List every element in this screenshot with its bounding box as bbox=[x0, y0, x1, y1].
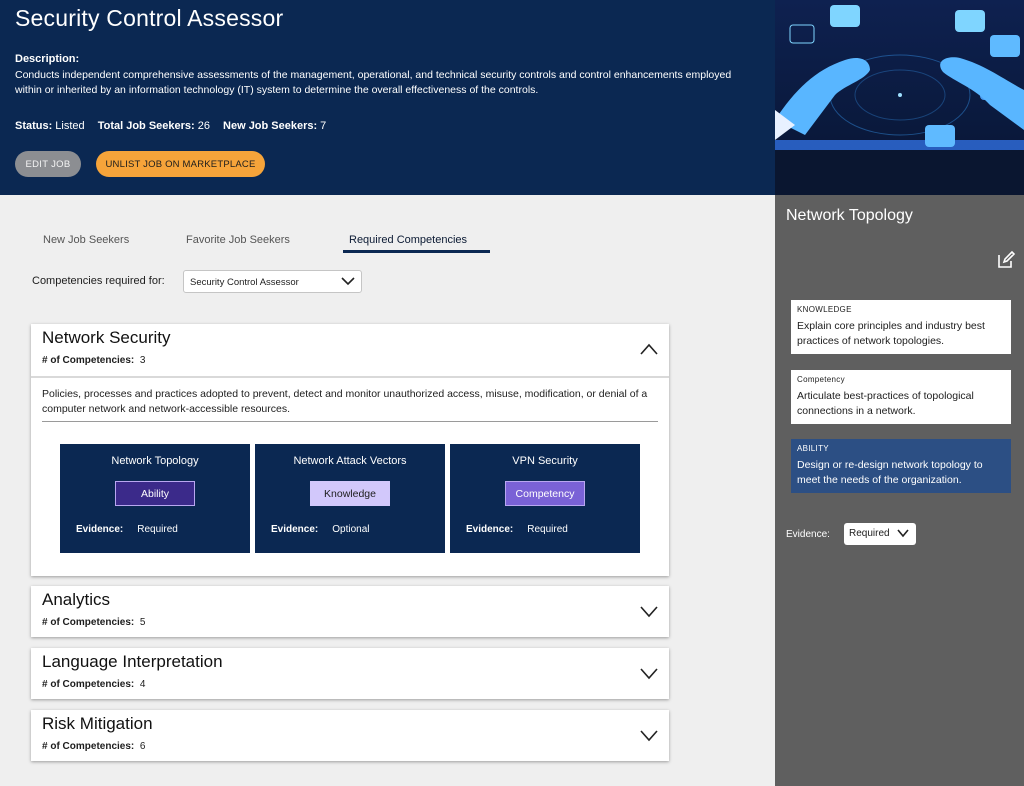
unlist-job-button[interactable]: UNLIST JOB ON MARKETPLACE bbox=[96, 151, 265, 177]
competency-detail-panel bbox=[775, 195, 1024, 786]
network-illustration bbox=[775, 0, 1024, 195]
group-title: Risk Mitigation bbox=[42, 714, 153, 733]
group-count: # of Competencies: 5 bbox=[42, 617, 146, 628]
description-text: Conducts independent comprehensive assessments of the management, operational, and technical security controls and control enhancements employed within or inherited by an information technology (IT) system to determine the overall effectiveness of the controls. bbox=[15, 69, 732, 96]
tab-favorite-job-seekers[interactable]: Favorite Job Seekers bbox=[186, 234, 290, 246]
group-description: Policies, processes and practices adopted to prevent, detect and monitor unauthorized access, misuse, modification, or denial of a computer network and network-accessible resources. bbox=[42, 388, 648, 415]
competency-group-network-security bbox=[31, 324, 669, 576]
evidence-select-value: Required bbox=[849, 528, 890, 539]
tile-name: VPN Security bbox=[512, 455, 578, 467]
card-type: Competency bbox=[797, 375, 845, 384]
competency-group-analytics[interactable] bbox=[31, 586, 669, 637]
status-label: Status: bbox=[15, 120, 53, 132]
group-title: Network Security bbox=[42, 328, 171, 347]
group-count: # of Competencies: 3 bbox=[42, 355, 146, 366]
total-seekers-label: Total Job Seekers: bbox=[97, 120, 195, 132]
competency-group-language-interpretation[interactable] bbox=[31, 648, 669, 699]
type-badge-competency: Competency bbox=[505, 481, 585, 506]
tile-evidence: Evidence: Optional bbox=[271, 524, 370, 535]
tab-required-competencies[interactable]: Required Competencies bbox=[349, 234, 468, 246]
competencies-for-label: Competencies required for: bbox=[32, 275, 165, 287]
status-row bbox=[15, 120, 336, 132]
description-label: Description: bbox=[15, 53, 80, 65]
tile-evidence: Evidence: Required bbox=[76, 524, 178, 535]
card-text: Design or re-design network topology to meet the needs of the organization. bbox=[797, 459, 983, 486]
tab-new-job-seekers[interactable]: New Job Seekers bbox=[43, 234, 130, 246]
competency-tile-vpn-security[interactable] bbox=[450, 444, 640, 553]
chevron-down-icon bbox=[897, 528, 909, 538]
edit-job-button[interactable]: EDIT JOB bbox=[15, 151, 81, 177]
detail-title: Network Topology bbox=[786, 207, 913, 224]
group-title: Language Interpretation bbox=[42, 652, 223, 671]
description-divider bbox=[42, 421, 658, 422]
chevron-down-icon[interactable] bbox=[639, 604, 659, 618]
job-select-value: Security Control Assessor bbox=[190, 277, 299, 288]
chevron-down-icon[interactable] bbox=[639, 666, 659, 680]
chevron-down-icon[interactable] bbox=[639, 728, 659, 742]
evidence-select[interactable] bbox=[844, 523, 916, 545]
job-header bbox=[0, 0, 775, 195]
card-type: KNOWLEDGE bbox=[797, 305, 852, 314]
type-badge-knowledge: Knowledge bbox=[310, 481, 390, 506]
chevron-up-icon[interactable] bbox=[639, 342, 659, 356]
card-type: ABILITY bbox=[797, 444, 829, 453]
group-count: # of Competencies: 6 bbox=[42, 741, 146, 752]
panel-divider bbox=[31, 376, 669, 378]
chevron-down-icon bbox=[341, 276, 355, 286]
edit-icon[interactable] bbox=[996, 250, 1016, 270]
new-seekers-value: 7 bbox=[320, 120, 327, 132]
group-count: # of Competencies: 4 bbox=[42, 679, 146, 690]
tile-name: Network Attack Vectors bbox=[293, 455, 407, 467]
knowledge-card[interactable] bbox=[791, 300, 1011, 354]
job-select-dropdown[interactable] bbox=[183, 270, 362, 293]
competency-group-risk-mitigation[interactable] bbox=[31, 710, 669, 761]
status-value: Listed bbox=[55, 120, 85, 132]
tile-name: Network Topology bbox=[111, 455, 199, 467]
type-badge-ability: Ability bbox=[115, 481, 195, 506]
competency-card[interactable] bbox=[791, 370, 1011, 424]
card-text: Explain core principles and industry best practices of network topologies. bbox=[797, 320, 985, 347]
new-seekers-label: New Job Seekers: bbox=[223, 120, 318, 132]
group-title: Analytics bbox=[42, 590, 111, 609]
page-title: Security Control Assessor bbox=[15, 5, 284, 31]
active-tab-indicator bbox=[343, 250, 490, 253]
total-seekers-value: 26 bbox=[197, 120, 210, 132]
tile-evidence: Evidence: Required bbox=[466, 524, 568, 535]
competency-tile-network-topology[interactable] bbox=[60, 444, 250, 553]
card-text: Articulate best-practices of topological connections in a network. bbox=[797, 390, 974, 417]
ability-card[interactable] bbox=[791, 439, 1011, 493]
hero-image bbox=[775, 0, 1024, 195]
evidence-label: Evidence: bbox=[786, 529, 830, 540]
competency-tile-network-attack-vectors[interactable] bbox=[255, 444, 445, 553]
